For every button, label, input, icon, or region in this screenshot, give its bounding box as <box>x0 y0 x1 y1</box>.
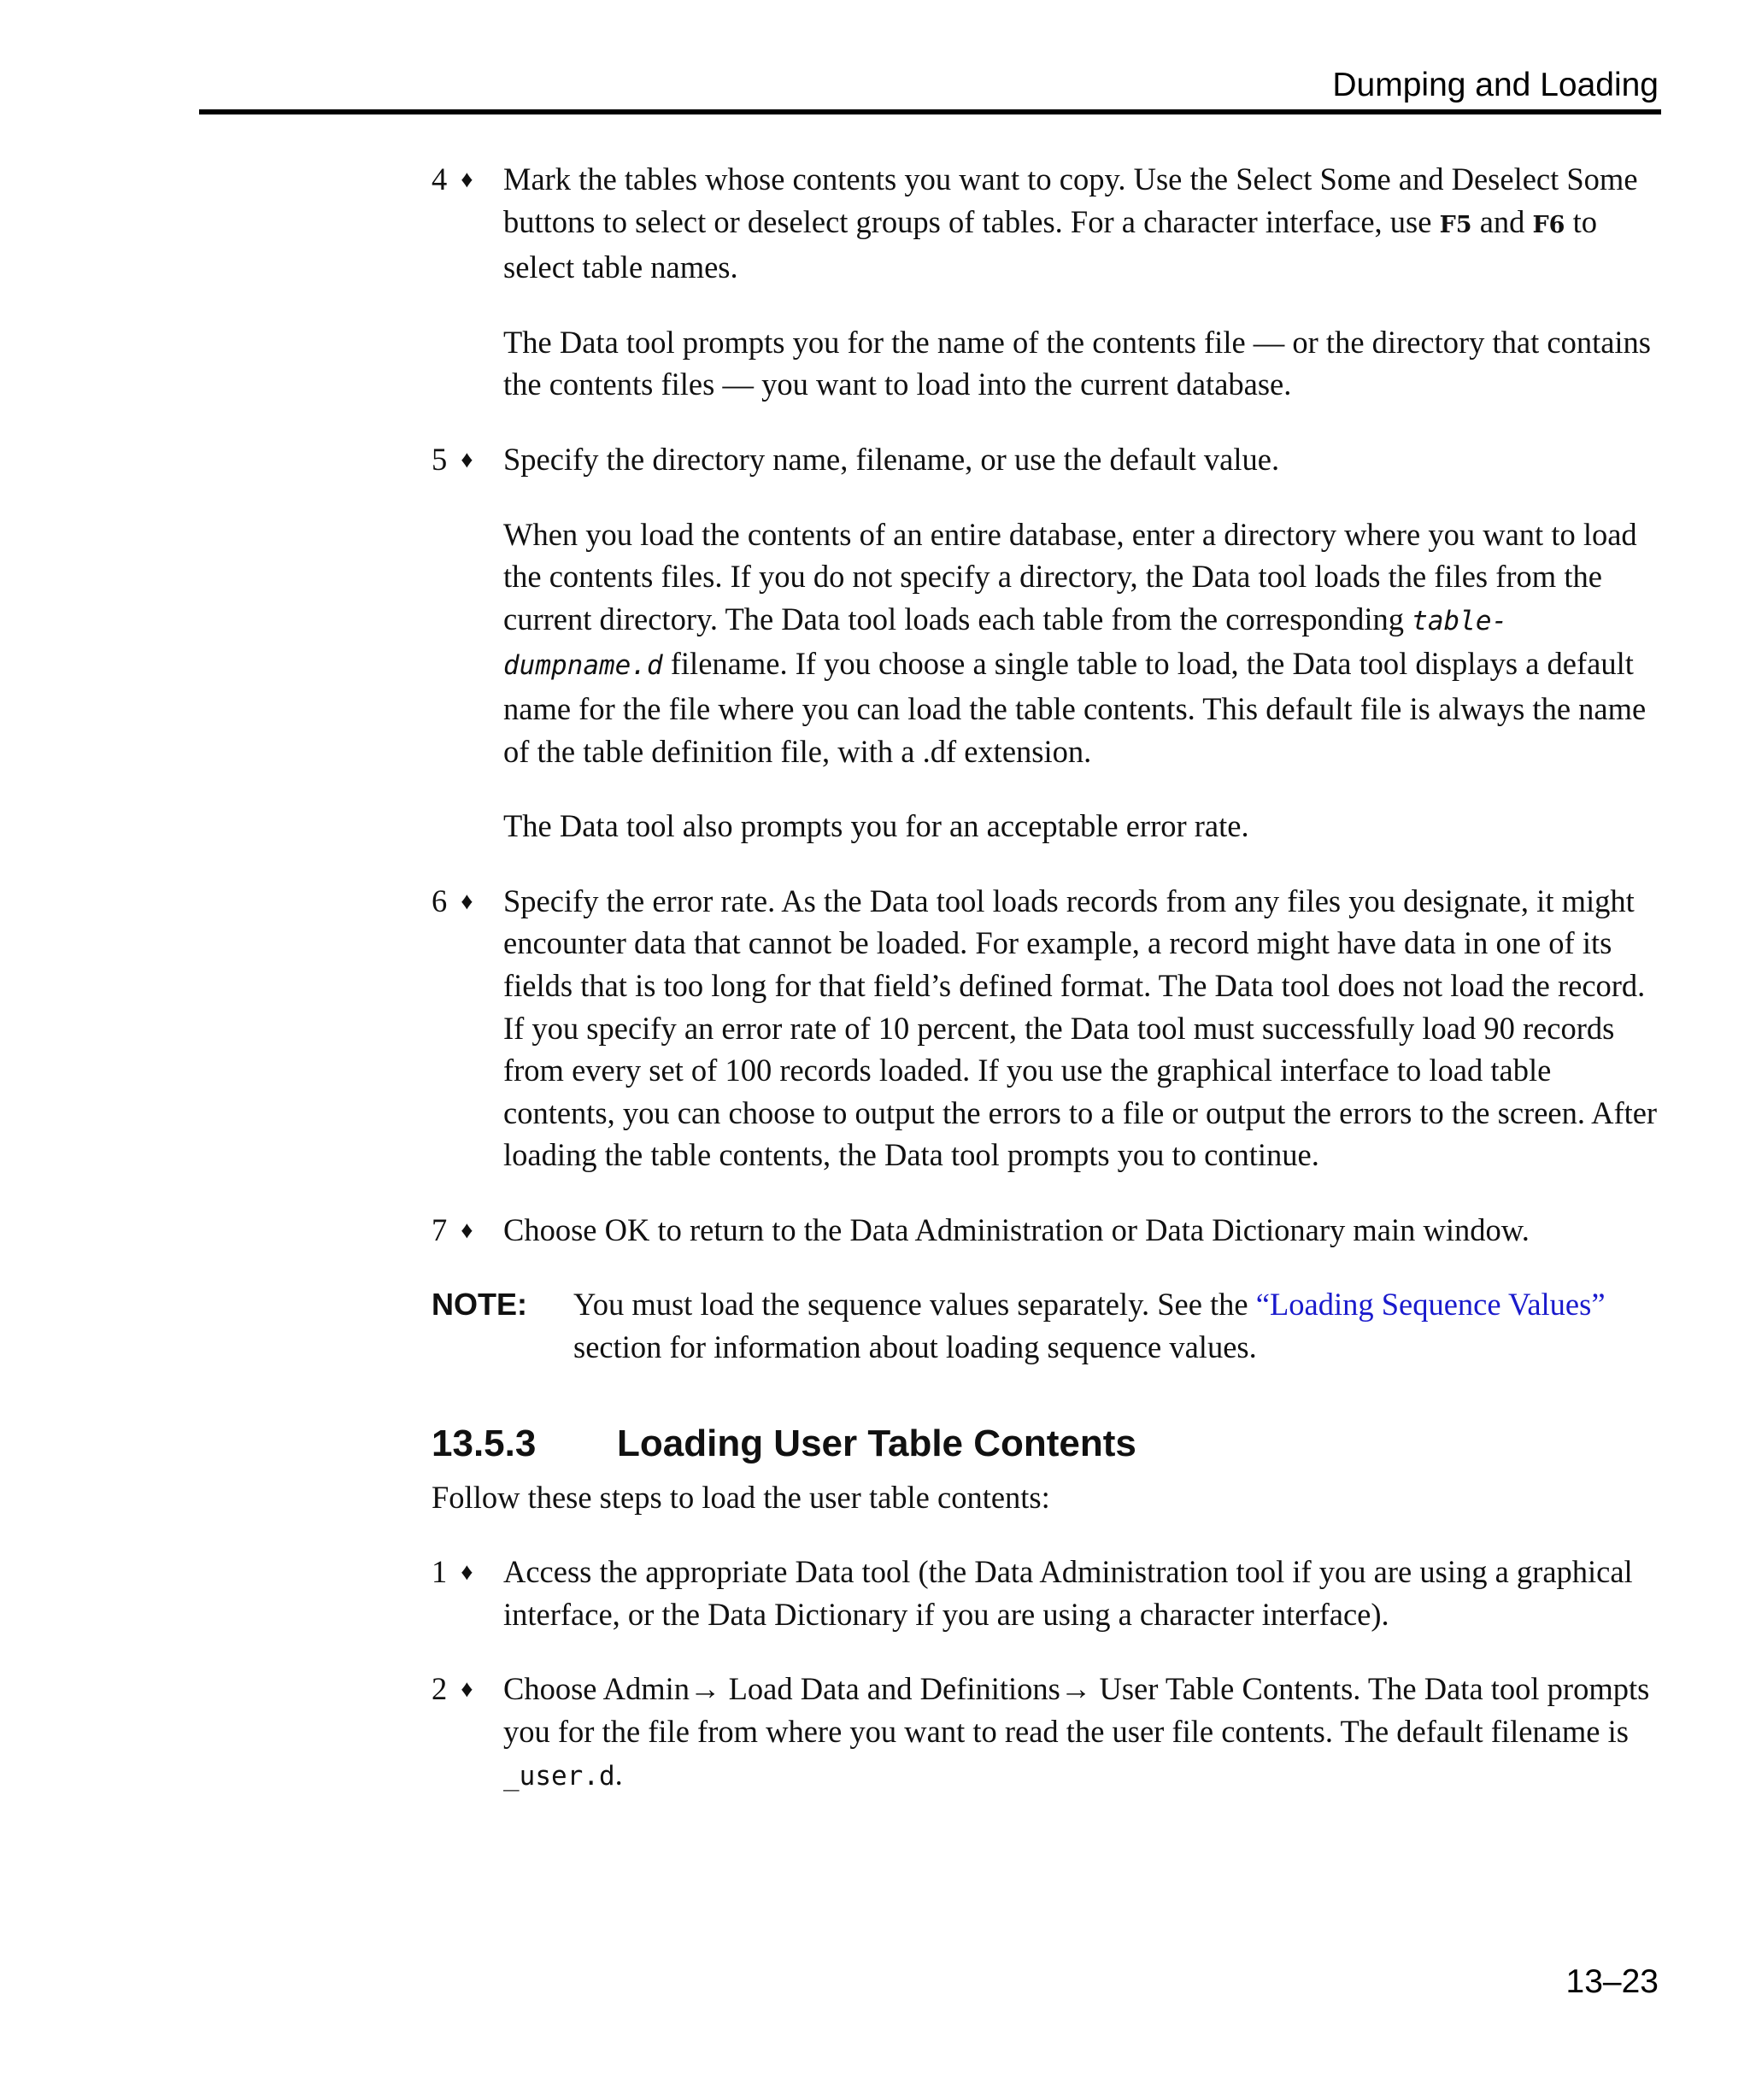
note-label: NOTE: <box>432 1287 527 1323</box>
diamond-bullet-icon: ♦ <box>461 167 473 193</box>
diamond-bullet-icon: ♦ <box>461 1559 473 1587</box>
step-4: 4 ♦ Mark the tables whose contents you want to copy. Use the Select Some and Deselect Some buttons to select or deselect groups of tables. For a character interface, use F5 and F6 to select table names. <box>432 158 1666 289</box>
section-heading <box>432 1420 1666 1468</box>
diamond-bullet-icon: ♦ <box>461 446 473 473</box>
step-7: 7 ♦ Choose OK to return to the Data Administration or Data Dictionary main window. <box>432 1209 1666 1252</box>
key-f5: F5 <box>1439 211 1472 238</box>
note-block: NOTE: You must load the sequence values separately. See the “Loading Sequence Values” section for information about loading sequence values. <box>432 1283 1666 1368</box>
step-6: 6 ♦ Specify the error rate. As the Data tool loads records from any files you designate, it might encounter data that cannot be loaded. For example, a record might have data in one of its fields that is too long for that field’s defined format. The Data tool does not load the record. If you specify an error rate of 10 percent, the Data tool must successfully load 90 records from every set of 100 records loaded. If you use the graphical interface to load table contents, you can choose to output the errors to a file or output the errors to the screen. After loading the table contents, the Data tool prompts you to continue. <box>432 880 1666 1176</box>
cross-reference-link[interactable]: “Loading Sequence Values” <box>1255 1287 1606 1323</box>
step-number: 2 ♦ <box>432 1671 473 1707</box>
diamond-bullet-icon: ♦ <box>461 888 473 915</box>
diamond-bullet-icon: ♦ <box>461 1217 473 1244</box>
step-number: 1 ♦ <box>432 1554 473 1590</box>
step-5: 5 ♦ Specify the directory name, filename, or use the default value. <box>432 438 1666 481</box>
section-number: 13.5.3 <box>432 1422 537 1464</box>
header-rule <box>199 109 1661 114</box>
page-number: 13–23 <box>1565 1963 1659 2000</box>
diamond-bullet-icon: ♦ <box>461 1676 473 1704</box>
step-number: 5 ♦ <box>432 441 473 477</box>
step-number: 4 ♦ <box>432 161 473 197</box>
paragraph: The Data tool prompts you for the name of the contents file — or the directory that contains the contents files — you want to load into the current database. <box>503 324 1652 402</box>
key-f6: F6 <box>1532 211 1565 238</box>
step-number: 6 ♦ <box>432 883 473 918</box>
page-body <box>432 158 1666 1830</box>
code-filename: _user.d <box>503 1760 615 1792</box>
paragraph: When you load the contents of an entire database, enter a directory where you want to load the contents files. If you do not specify a directory, the Data tool loads the files from the current directory. The Data tool loads each table from the corresponding table-dumpname.d filename. If you choose a single table to load, the Data tool displays a default name for the file where you can load the table contents. This default file is always the name of the table definition file, with a .df extension. <box>503 516 1647 769</box>
step-number: 7 ♦ <box>432 1211 473 1247</box>
paragraph: The Data tool also prompts you for an acceptable error rate. <box>503 808 1249 844</box>
running-head: Dumping and Loading <box>1332 67 1659 103</box>
step-1: 1 ♦ Access the appropriate Data tool (the Data Administration tool if you are using a graphical interface, or the Data Dictionary if you are using a character interface). <box>432 1551 1666 1635</box>
section-intro: Follow these steps to load the user table contents: <box>432 1479 1050 1515</box>
step-2: 2 ♦ Choose Admin→ Load Data and Definitions→ User Table Contents. The Data tool prompts you for the file from where you want to read the user file contents. The default filename is _user.d. <box>432 1668 1666 1798</box>
section-title: Loading User Table Contents <box>617 1422 1136 1464</box>
code-filename: table-dumpname.d <box>503 605 1508 682</box>
